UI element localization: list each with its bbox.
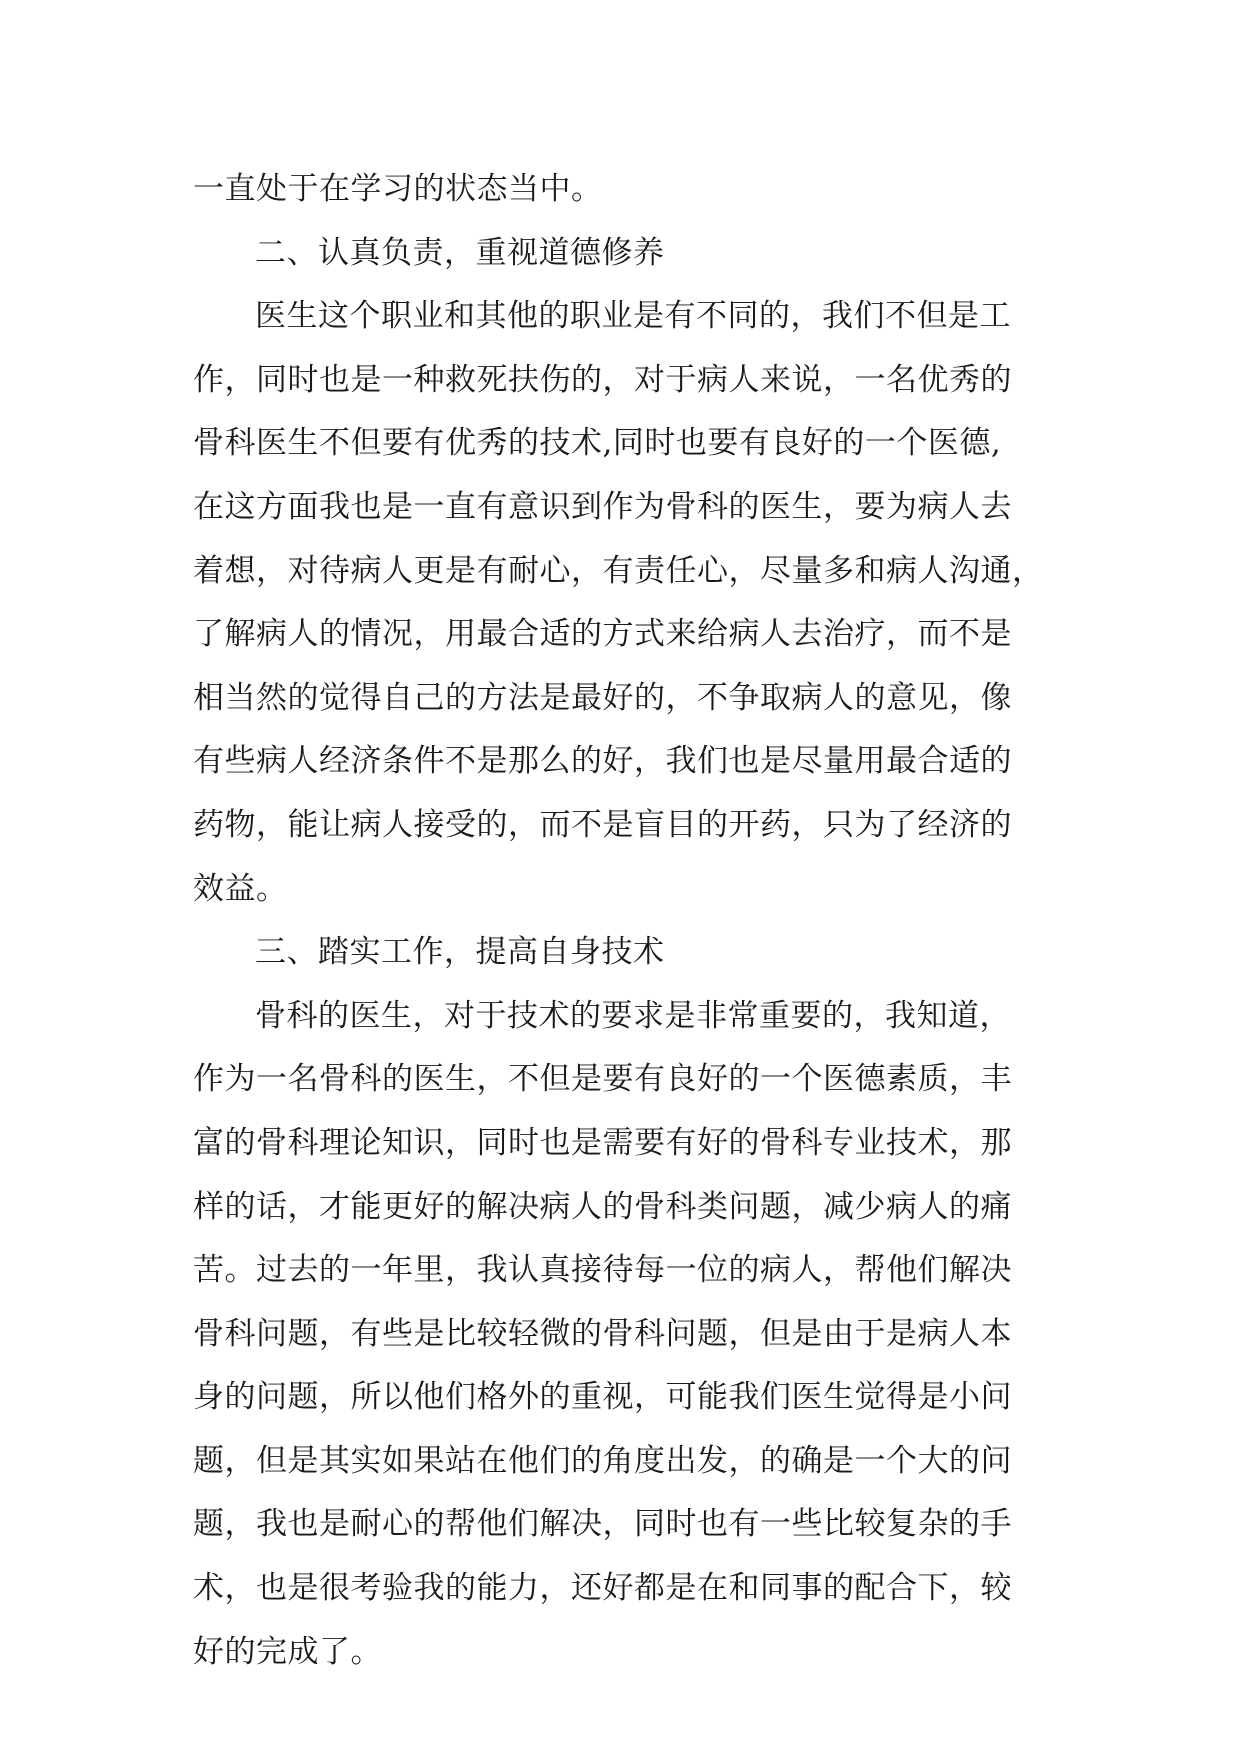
section-heading: 三、踏实工作，提高自身技术 [255,934,665,971]
text-line: 身的问题，所以他们格外的重视，可能我们医生觉得是小问 [193,1379,1012,1416]
text-line: 有些病人经济条件不是那么的好，我们也是尽量用最合适的 [193,743,1012,780]
section-heading: 二、认真负责，重视道德修养 [255,234,665,271]
text-line: 骨科问题，有些是比较轻微的骨科问题，但是由于是病人本 [193,1315,1012,1352]
text-line: 作为一名骨科的医生，不但是要有良好的一个医德素质，丰 [193,1061,1012,1098]
text-line: 富的骨科理论知识，同时也是需要有好的骨科专业技术，那 [193,1124,1012,1161]
text-line: 在这方面我也是一直有意识到作为骨科的医生，要为病人去 [193,488,1012,525]
text-line: 作，同时也是一种救死扶伤的，对于病人来说，一名优秀的 [193,361,1012,398]
text-line: 题，我也是耐心的帮他们解决，同时也有一些比较复杂的手 [193,1506,1012,1543]
text-line: 样的话，才能更好的解决病人的骨科类问题，减少病人的痛 [193,1188,1012,1225]
text-line: 医生这个职业和其他的职业是有不同的，我们不但是工 [255,298,1011,335]
text-line: 一直处于在学习的状态当中。 [193,171,603,207]
text-line: 题，但是其实如果站在他们的角度出发，的确是一个大的问 [193,1442,1012,1479]
text-line: 相当然的觉得自己的方法是最好的，不争取病人的意见，像 [193,679,1012,716]
text-line: 骨科的医生，对于技术的要求是非常重要的，我知道， [255,997,1011,1034]
text-line: 好的完成了。 [193,1633,382,1670]
text-line: 着想，对待病人更是有耐心，有责任心，尽量多和病人沟通， [193,552,1044,589]
document-body [193,158,1053,1684]
text-line: 术，也是很考验我的能力，还好都是在和同事的配合下，较 [193,1570,1012,1607]
text-line: 骨科医生不但要有优秀的技术,同时也要有良好的一个医德, [193,425,1002,462]
text-line: 药物，能让病人接受的，而不是盲目的开药，只为了经济的 [193,806,1012,843]
text-line: 苦。过去的一年里，我认真接待每一位的病人，帮他们解决 [193,1252,1012,1289]
text-line: 了解病人的情况，用最合适的方式来给病人去治疗，而不是 [193,616,1012,653]
text-line: 效益。 [193,870,288,907]
